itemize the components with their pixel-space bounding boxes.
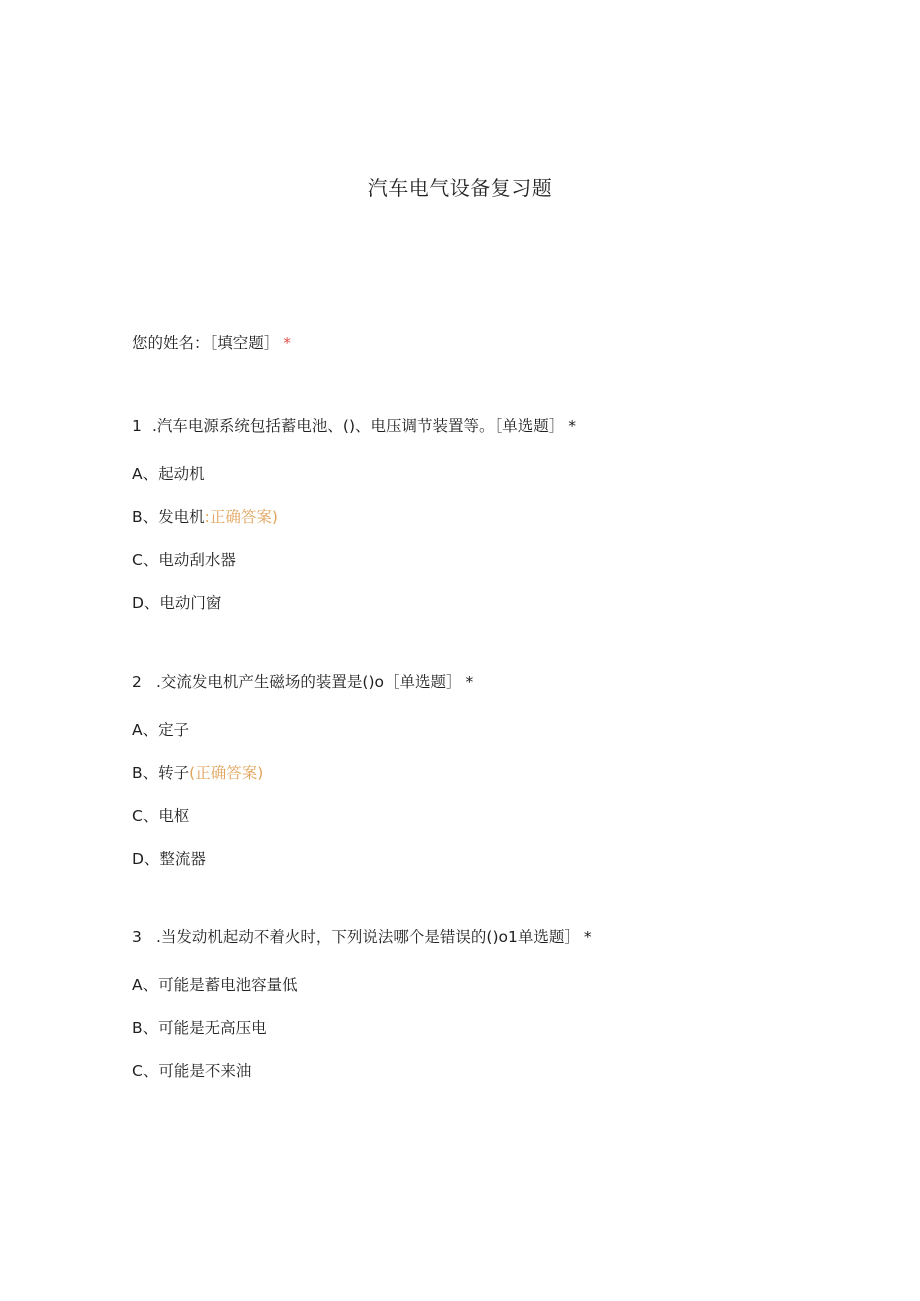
required-star: *: [465, 673, 474, 691]
option-text: D、电动门窗: [132, 594, 222, 612]
question-text: .汽车电源系统包括蓄电池、()、电压调节装置等。［单选题］: [152, 417, 565, 435]
question-1-option-d: [132, 592, 221, 614]
question-text: .交流发电机产生磁场的装置是()o［单选题］: [156, 673, 462, 691]
name-field-label: [132, 332, 291, 354]
name-field-text: 您的姓名：［填空题］: [132, 334, 280, 352]
option-text: A、定子: [132, 721, 190, 739]
page-title: 汽车电气设备复习题: [367, 176, 553, 200]
required-star: *: [583, 928, 592, 946]
question-2-option-c: [132, 805, 189, 827]
question-1-option-b: [132, 506, 278, 528]
question-3-option-a: [132, 974, 298, 996]
option-text: A、可能是蓄电池容量低: [132, 976, 298, 994]
option-text: B、可能是无高压电: [132, 1019, 267, 1037]
question-text: .当发动机起动不着火时，下列说法哪个是错误的()o1单选题］: [156, 928, 580, 946]
correct-answer-tag: (正确答案): [189, 764, 264, 782]
option-text: A、起动机: [132, 465, 205, 483]
option-text: D、整流器: [132, 850, 206, 868]
required-star: *: [283, 334, 292, 352]
question-1-option-c: [132, 549, 236, 571]
question-3-stem: [132, 926, 592, 948]
option-text: B、发电机: [132, 508, 205, 526]
question-number: 1: [132, 417, 142, 435]
question-2-option-a: [132, 719, 189, 741]
option-text: C、电动刮水器: [132, 551, 236, 569]
question-3-option-c: [132, 1060, 251, 1082]
option-text: B、转子: [132, 764, 190, 782]
question-1-stem: [132, 415, 576, 437]
required-star: *: [568, 417, 577, 435]
question-number: 2: [132, 673, 142, 691]
option-text: C、可能是不来油: [132, 1062, 252, 1080]
question-number: 3: [132, 928, 142, 946]
option-text: C、电枢: [132, 807, 190, 825]
question-2-option-b: [132, 762, 263, 784]
question-1-option-a: [132, 463, 205, 485]
correct-answer-tag: :正确答案): [204, 508, 278, 526]
question-2-option-d: [132, 848, 206, 870]
question-2-stem: [132, 671, 473, 693]
question-3-option-b: [132, 1017, 267, 1039]
